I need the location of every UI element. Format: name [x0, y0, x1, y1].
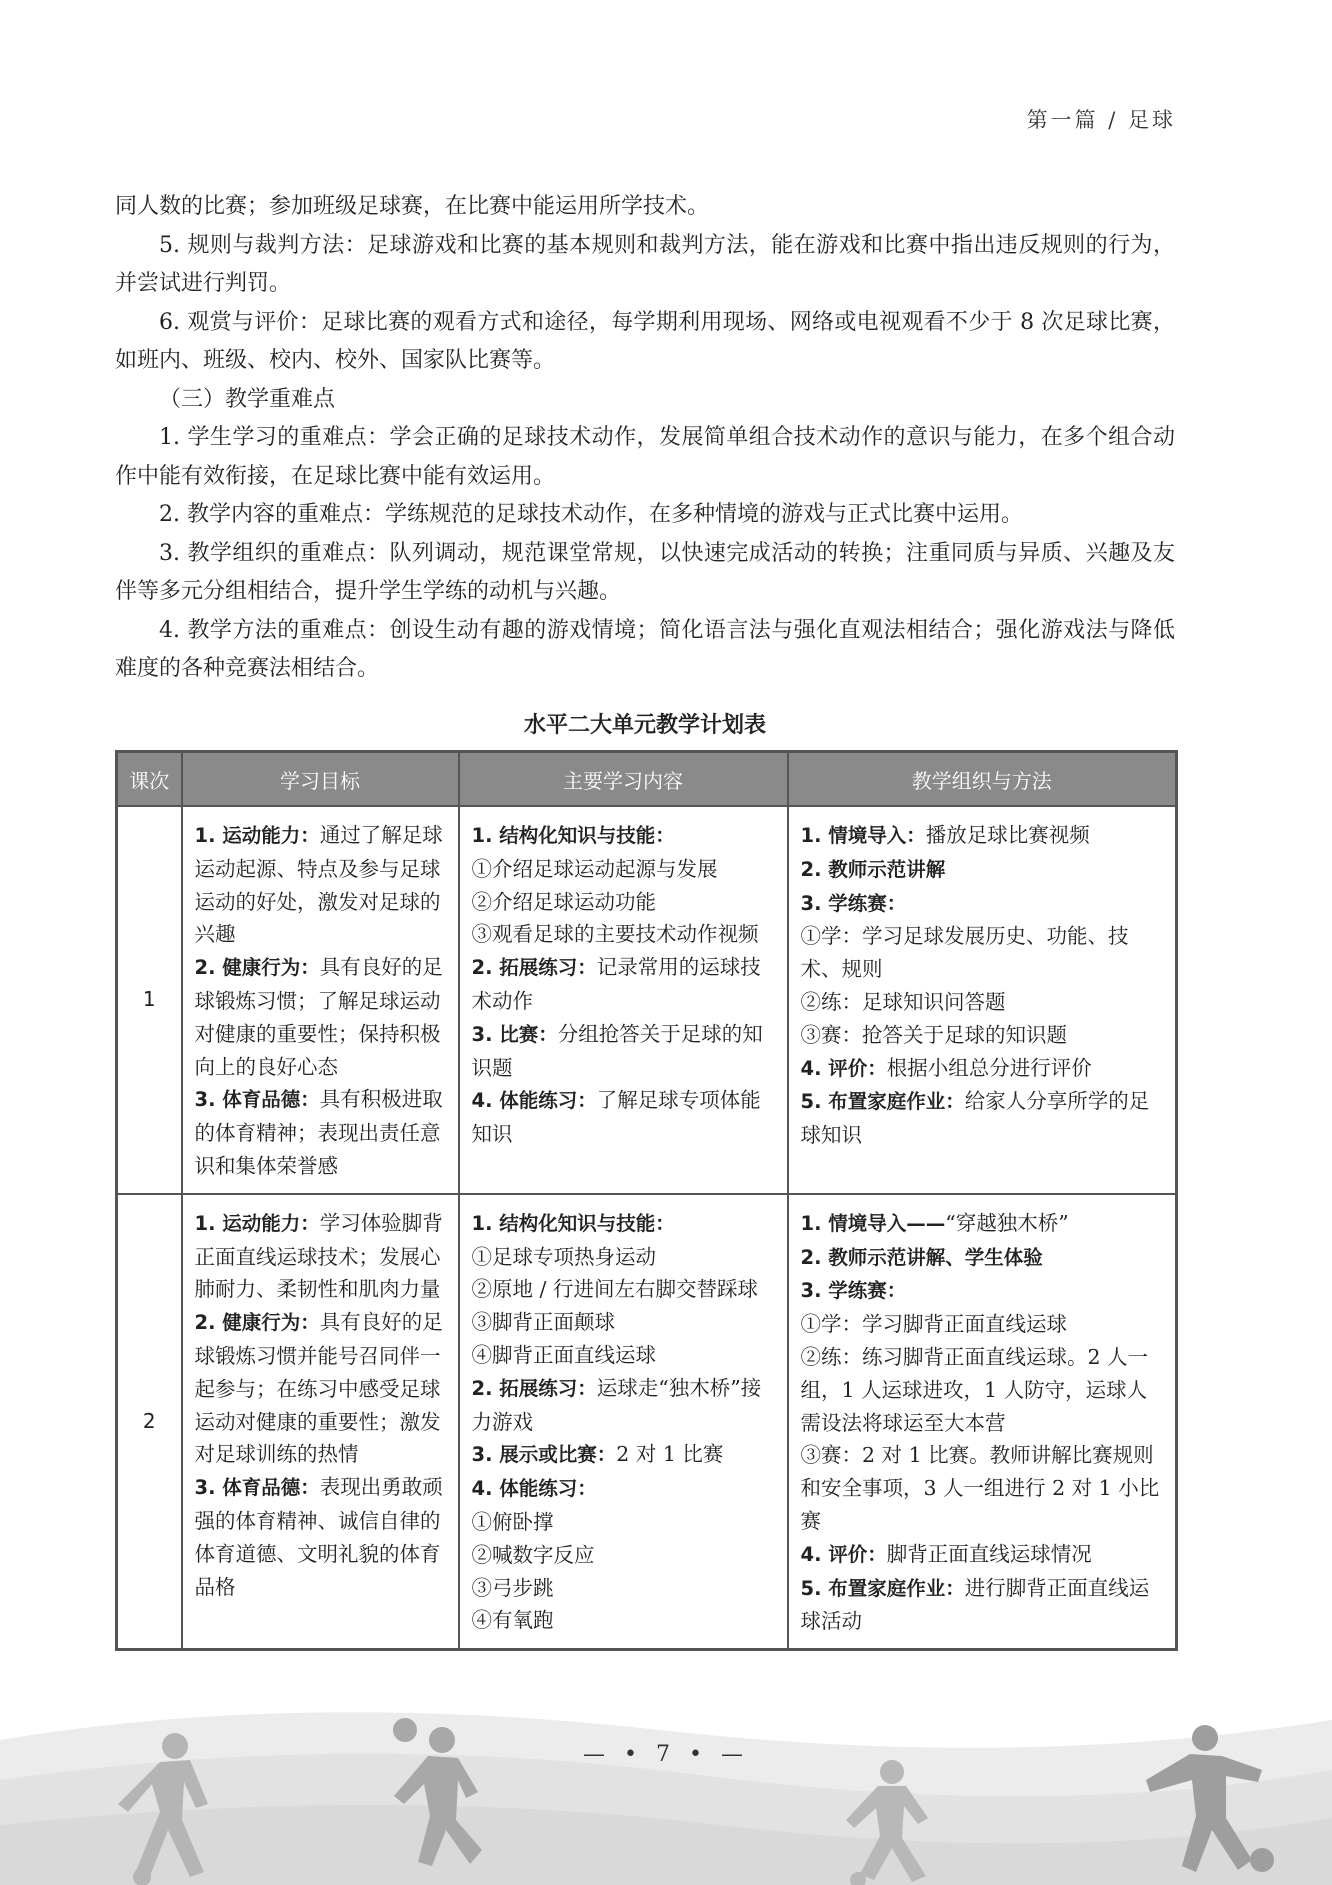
cell-line-text: 具有积极进取的体育精神；表现出责任意识和集体荣誉感: [194, 1087, 443, 1178]
cell-line-text: ④有氧跑: [471, 1608, 554, 1633]
cell-line-text: 分组抢答关于足球的知识题: [471, 1021, 763, 1080]
cell-line-text: ①介绍足球运动起源与发展: [471, 856, 718, 881]
cell-line-text: 学习体验脚背正面直线运球技术；发展心肺耐力、柔韧性和肌肉力量: [194, 1210, 443, 1302]
cell-line-text: “穿越独木桥”: [945, 1210, 1069, 1235]
lesson-number: 2: [117, 1194, 182, 1650]
cell-line-heading: 4. 评价：: [800, 1056, 887, 1080]
cell-line-heading: 3. 体育品德：: [194, 1476, 320, 1500]
body-paragraph: 同人数的比赛；参加班级足球赛，在比赛中能运用所学技术。: [115, 194, 710, 219]
cell-line-text: ③赛：抢答关于足球的知识题: [800, 1022, 1067, 1047]
cell-line-text: 脚背正面直线运球情况: [886, 1541, 1092, 1566]
cell-line-text: ①足球专项热身运动: [471, 1244, 656, 1269]
cell-line-text: 给家人分享所学的足球知识: [800, 1089, 1150, 1148]
cell-line: [472, 1207, 775, 1241]
cell-line-text: ②练：足球知识问答题: [800, 989, 1006, 1014]
cell-line: [472, 1241, 775, 1274]
cell-line: [801, 1207, 1164, 1241]
cell-line-text: 进行脚背正面直线运球活动: [800, 1575, 1150, 1634]
cell-line: [801, 819, 1164, 853]
cell-line: [801, 853, 1164, 887]
cell-line-text: ③弓步跳: [471, 1575, 554, 1600]
cell-line-heading: 2. 健康行为：: [194, 1311, 320, 1335]
cell-line-heading: 3. 比赛：: [471, 1022, 558, 1046]
goals-cell: [182, 1194, 459, 1650]
methods-cell: [788, 806, 1177, 1194]
cell-line: [472, 1339, 775, 1372]
cell-line-text: ③赛：2 对 1 比赛。教师讲解比赛规则和安全事项，3 人一组进行 2 对 1 小比赛: [800, 1443, 1160, 1533]
cell-line: [801, 1538, 1164, 1572]
cell-line-text: ①学：学习脚背正面直线运球: [800, 1312, 1067, 1337]
cell-line: [801, 1439, 1164, 1537]
body-paragraph: （三）教学重难点: [159, 386, 336, 412]
content-cell: [459, 1194, 788, 1650]
cell-line: [472, 1306, 775, 1339]
cell-line-text: ②原地 / 行进间左右脚交替踩球: [471, 1277, 758, 1302]
header-goals: 学习目标: [182, 752, 459, 807]
content-cell: [459, 806, 788, 1194]
cell-line: [472, 951, 775, 1018]
methods-cell: [788, 1194, 1177, 1650]
cell-line: [801, 1308, 1164, 1341]
cell-line: [472, 1372, 775, 1439]
cell-line: [801, 1085, 1164, 1152]
cell-line-heading: 2. 教师示范讲解、学生体验: [800, 1245, 1043, 1269]
body-paragraph: 5. 规则与裁判方法：足球游戏和比赛的基本规则和裁判方法，能在游戏和比赛中指出违反规则的行为，并尝试进行判罚。: [115, 232, 1175, 296]
cell-line: [472, 1572, 775, 1605]
cell-line: [801, 1274, 1164, 1308]
cell-line: [472, 1273, 775, 1306]
cell-line-heading: 2. 教师示范讲解: [800, 857, 946, 881]
cell-line-heading: 3. 学练赛：: [800, 1279, 907, 1303]
cell-line-heading: 1. 结构化知识与技能：: [471, 1211, 675, 1235]
cell-line-heading: 2. 健康行为：: [194, 956, 320, 980]
cell-line-heading: 4. 体能练习：: [471, 1089, 597, 1113]
cell-line: [801, 887, 1164, 921]
cell-line: [801, 920, 1164, 986]
body-paragraph: 4. 教学方法的重难点：创设生动有趣的游戏情境；简化语言法与强化直观法相结合；强化游戏法与降低难度的各种竞赛法相结合。: [115, 617, 1175, 681]
cell-line-text: 了解足球专项体能知识: [471, 1088, 761, 1147]
cell-line: [472, 1506, 775, 1539]
table-title: 水平二大单元教学计划表: [523, 713, 766, 738]
cell-line-text: 表现出勇敢顽强的体育精神、诚信自律的体育道德、文明礼貌的体育品格: [194, 1475, 443, 1599]
cell-line-text: 记录常用的运球技术动作: [471, 955, 761, 1013]
cell-line: [472, 886, 775, 919]
teaching-plan-table: [115, 750, 1178, 1651]
cell-line-text: 根据小组总分进行评价: [886, 1055, 1092, 1080]
cell-line-heading: 1. 运动能力：: [194, 824, 320, 847]
cell-line-text: ②练：练习脚背正面直线运球。2 人一组，1 人运球进攻，1 人防守，运球人需设法将球运至大本营: [800, 1344, 1149, 1435]
table-header-row: [117, 752, 1177, 807]
cell-line: [801, 1241, 1164, 1275]
cell-line-heading: 1. 情境导入：: [800, 824, 926, 847]
cell-line: [472, 1604, 775, 1637]
cell-line-heading: 3. 学练赛：: [800, 891, 907, 915]
cell-line-text: 运球走“独木桥”接力游戏: [471, 1375, 762, 1434]
cell-line: [195, 1083, 446, 1182]
cell-line-text: ①俯卧撑: [471, 1509, 554, 1534]
body-paragraph: 6. 观赏与评价：足球比赛的观看方式和途径，每学期利用现场、网络或电视观看不少于 8 次足球比赛，如班内、班级、校内、校外、国家队比赛等。: [115, 309, 1175, 373]
cell-line-heading: 5. 布置家庭作业：: [800, 1576, 965, 1600]
goals-cell: [182, 806, 459, 1194]
page-number: — • 7 • —: [583, 1742, 749, 1767]
cell-line: [801, 1052, 1164, 1086]
cell-line: [195, 819, 446, 951]
cell-line-text: ③脚背正面颠球: [471, 1310, 615, 1335]
cell-line: [472, 819, 775, 853]
header-lesson: 课次: [117, 752, 182, 807]
cell-line-heading: 5. 布置家庭作业：: [800, 1090, 965, 1114]
cell-line: [801, 1572, 1164, 1639]
body-paragraph: 2. 教学内容的重难点：学练规范的足球技术动作，在多种情境的游戏与正式比赛中运用。: [159, 502, 1023, 527]
cell-line: [472, 1539, 775, 1572]
lesson-number: 1: [117, 806, 182, 1194]
cell-line: [195, 1471, 446, 1603]
cell-line: [472, 918, 775, 951]
table-row: [117, 806, 1177, 1194]
cell-line-text: 通过了解足球运动起源、特点及参与足球运动的好处，激发对足球的兴趣: [194, 823, 443, 947]
cell-line-heading: 3. 体育品德：: [194, 1088, 320, 1112]
cell-line-heading: 4. 体能练习：: [471, 1477, 597, 1501]
cell-line: [195, 1207, 446, 1306]
chapter-header: 第一篇 / 足球: [1026, 108, 1176, 132]
header-content: 主要学习内容: [459, 752, 788, 807]
cell-line-text: 具有良好的足球锻炼习惯并能号召同伴一起参与；在练习中感受足球运动对健康的重要性；激发对足球训练的热情: [194, 1310, 443, 1467]
cell-line-heading: 2. 拓展练习：: [471, 1376, 597, 1400]
cell-line-heading: 1. 运动能力：: [194, 1211, 320, 1235]
cell-line-heading: 4. 评价：: [800, 1542, 887, 1566]
cell-line-text: ④脚背正面直线运球: [471, 1342, 656, 1367]
cell-line: [472, 1018, 775, 1085]
cell-line: [472, 853, 775, 886]
cell-line-heading: 2. 拓展练习：: [471, 956, 597, 980]
cell-line-heading: 1. 结构化知识与技能：: [471, 824, 675, 847]
cell-line: [472, 1472, 775, 1506]
header-methods: 教学组织与方法: [788, 752, 1177, 807]
cell-line-text: ①学：学习足球发展历史、功能、技术、规则: [800, 924, 1129, 982]
cell-line-heading: 1. 情境导入——: [800, 1211, 946, 1235]
cell-line: [195, 951, 446, 1083]
cell-line: [801, 1019, 1164, 1052]
cell-line-heading: 3. 展示或比赛：: [471, 1443, 617, 1467]
body-paragraph: 3. 教学组织的重难点：队列调动，规范课堂常规，以快速完成活动的转换；注重同质与异质、兴趣及友伴等多元分组相结合，提升学生学练的动机与兴趣。: [115, 540, 1175, 604]
cell-line-text: ②介绍足球运动功能: [471, 889, 656, 914]
cell-line-text: ②喊数字反应: [471, 1542, 595, 1567]
cell-line: [472, 1084, 775, 1151]
cell-line: [195, 1306, 446, 1471]
footer-decoration: [0, 1700, 1332, 1885]
cell-line: [472, 1438, 775, 1472]
cell-line: [801, 1341, 1164, 1439]
body-text: [115, 188, 1175, 689]
cell-line-text: 具有良好的足球锻炼习惯；了解足球运动对健康的重要性；保持积极向上的良好心态: [194, 955, 443, 1079]
cell-line-text: ③观看足球的主要技术动作视频: [471, 922, 759, 947]
cell-line-text: 播放足球比赛视频: [925, 823, 1090, 847]
table-row: [117, 1194, 1177, 1650]
cell-line-text: 2 对 1 比赛: [616, 1442, 724, 1467]
cell-line: [801, 986, 1164, 1019]
body-paragraph: 1. 学生学习的重难点：学会正确的足球技术动作，发展简单组合技术动作的意识与能力，在多个组合动作中能有效衔接，在足球比赛中能有效运用。: [115, 425, 1175, 489]
